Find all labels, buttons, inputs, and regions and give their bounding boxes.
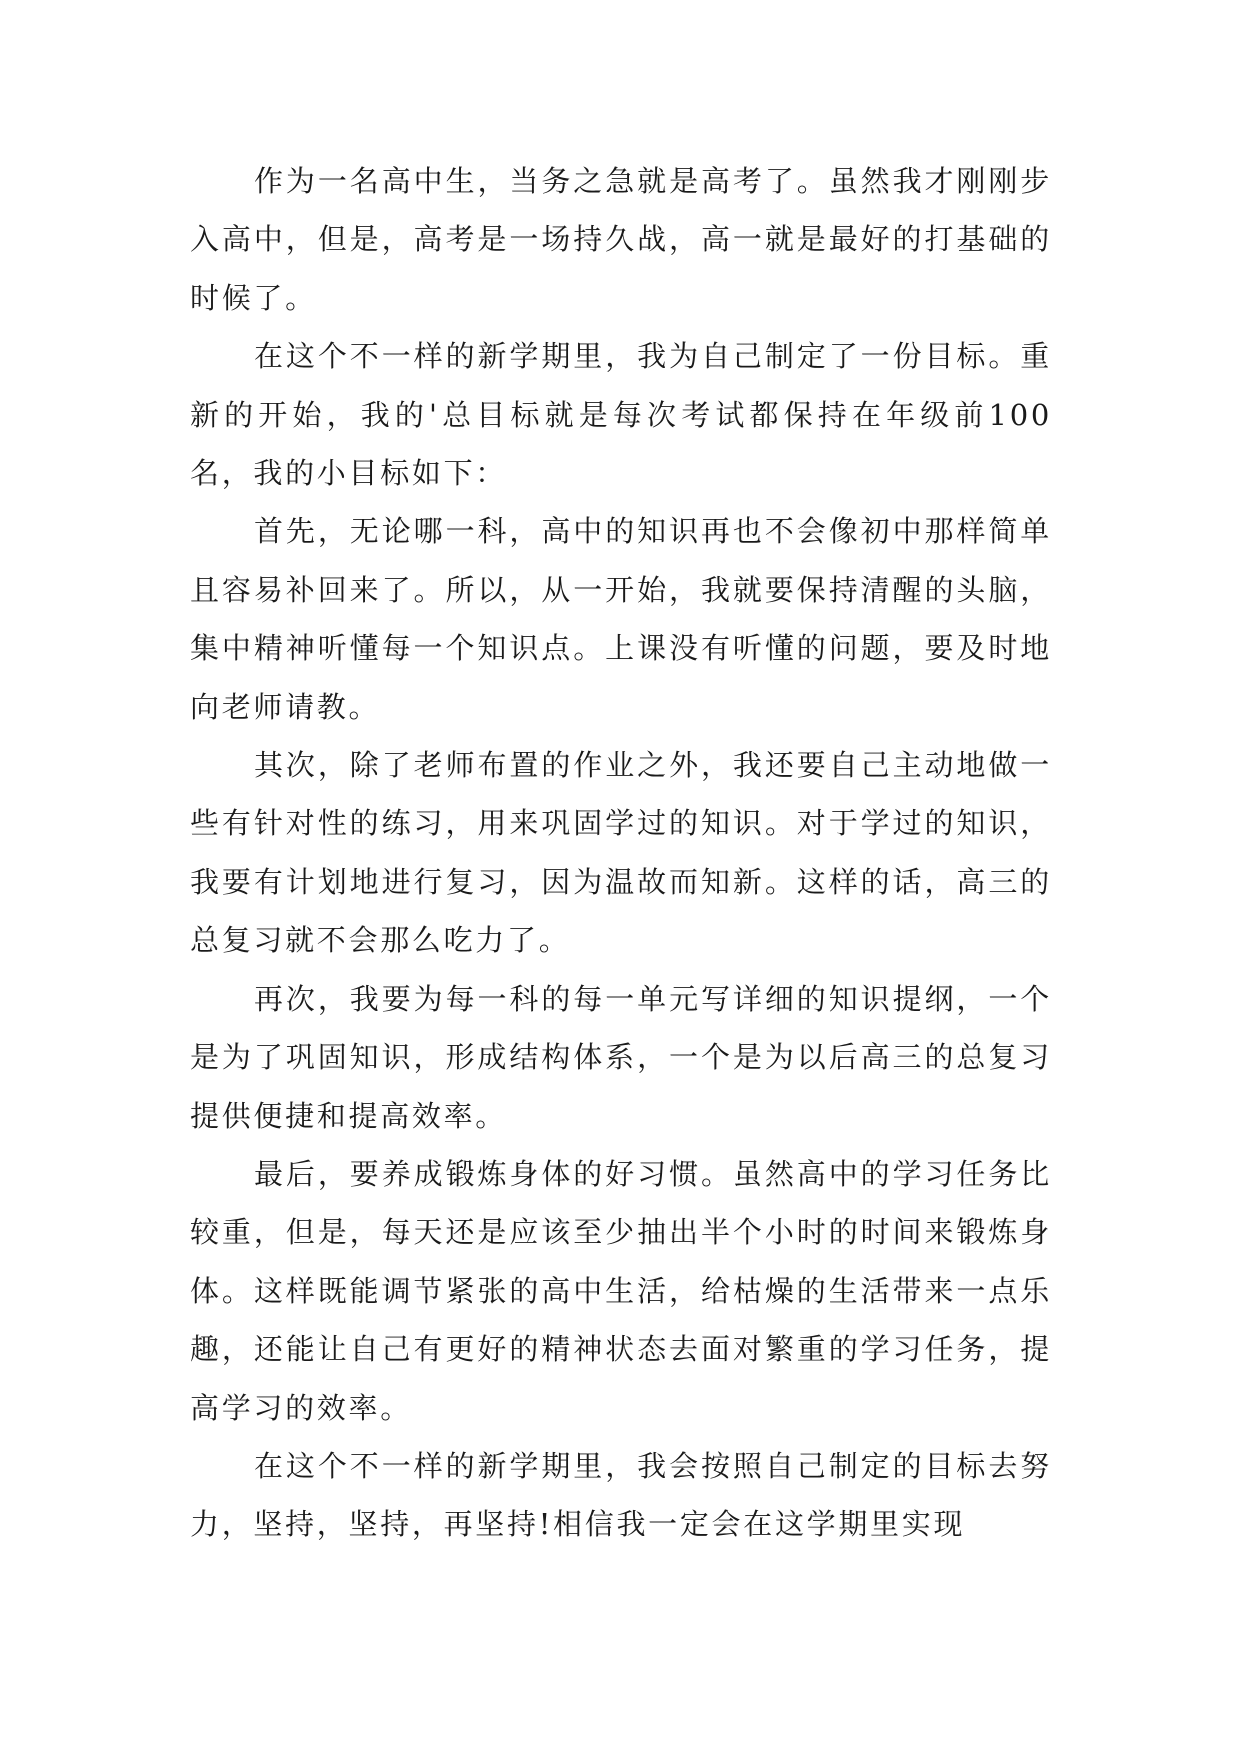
document-body: [190, 152, 1052, 1554]
paragraph-intro: 作为一名高中生，当务之急就是高考了。虽然我才刚刚步入高中，但是，高考是一场持久战，高一就是最好的打基础的时候了。: [190, 164, 1052, 315]
paragraph-second: 其次，除了老师布置的作业之外，我还要自己主动地做一些有针对性的练习，用来巩固学过的知识。对于学过的知识，我要有计划地进行复习，因为温故而知新。这样的话，高三的总复习就不会那么吃力了。: [190, 748, 1052, 958]
paragraph-closing: 在这个不一样的新学期里，我会按照自己制定的目标去努力，坚持，坚持，再坚持!相信我一定会在这学期里实现: [190, 1448, 1052, 1542]
paragraph-first: 首先，无论哪一科，高中的知识再也不会像初中那样简单且容易补回来了。所以，从一开始，我就要保持清醒的头脑，集中精神听懂每一个知识点。上课没有听懂的问题，要及时地向老师请教。: [190, 514, 1052, 724]
paragraph-third: 再次，我要为每一科的每一单元写详细的知识提纲，一个是为了巩固知识，形成结构体系，一个是为以后高三的总复习提供便捷和提高效率。: [190, 981, 1052, 1133]
paragraph-goal: 在这个不一样的新学期里，我为自己制定了一份目标。重新的开始，我的'总目标就是每次考试都保持在年级前100名，我的小目标如下：: [190, 339, 1052, 491]
paragraph-last: 最后，要养成锻炼身体的好习惯。虽然高中的学习任务比较重，但是，每天还是应该至少抽出半个小时的时间来锻炼身体。这样既能调节紧张的高中生活，给枯燥的生活带来一点乐趣，还能让自己有更好的精神状态去面对繁重的学习任务，提高学习的效率。: [190, 1156, 1052, 1425]
